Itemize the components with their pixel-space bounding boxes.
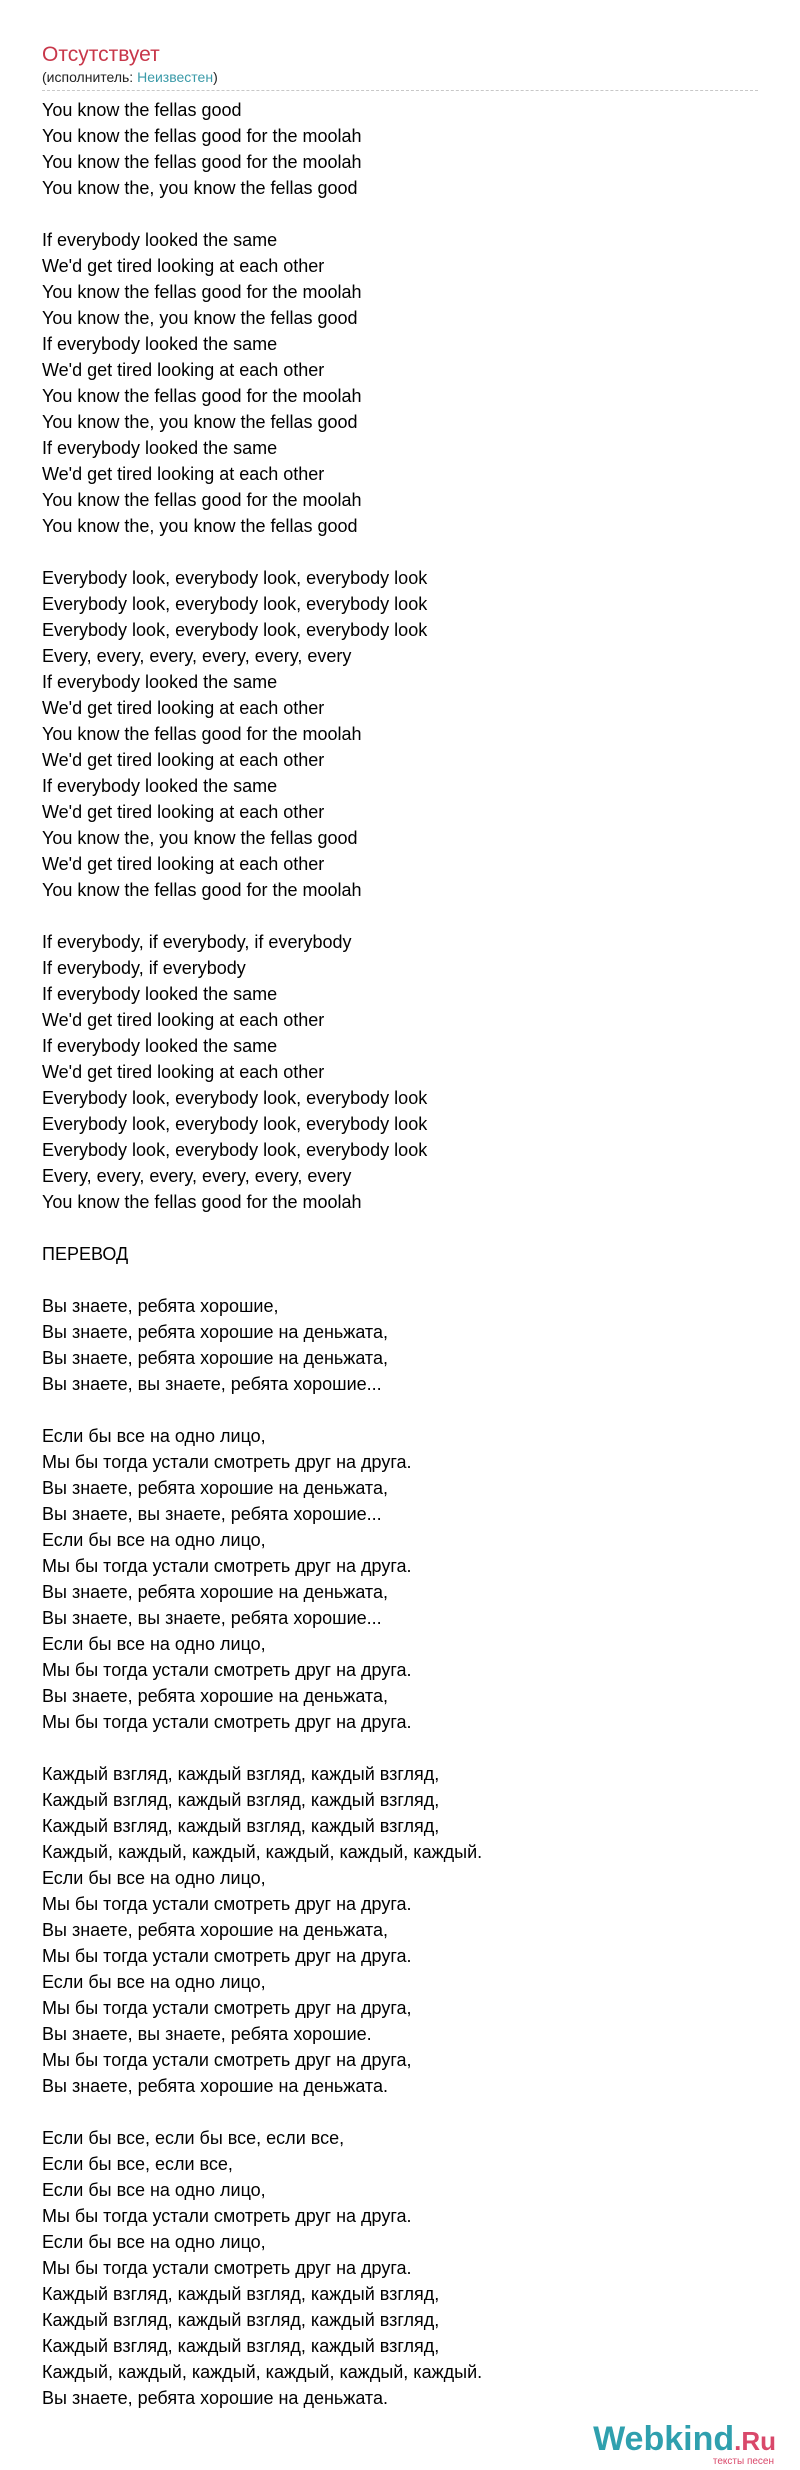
song-title: Отсутствует: [42, 43, 160, 66]
lyric-line: Everybody look, everybody look, everybody look: [42, 594, 428, 614]
lyric-line: You know the fellas good for the moolah: [42, 1192, 362, 1212]
lyric-line: Мы бы тогда устали смотреть друг на друга.: [42, 1894, 412, 1914]
artist-line: [42, 68, 758, 86]
lyric-line: Мы бы тогда устали смотреть друг на друга.: [42, 1946, 412, 1966]
site-logo[interactable]: [593, 2422, 776, 2468]
artist-prefix: (исполнитель:: [42, 69, 138, 85]
stanza-gap: [42, 201, 758, 227]
lyric-line: Если бы все на одно лицо,: [42, 2232, 266, 2252]
lyric-line: If everybody, if everybody, if everybody: [42, 932, 352, 952]
lyric-line: Every, every, every, every, every, every: [42, 1166, 352, 1186]
lyric-line: Каждый взгляд, каждый взгляд, каждый взгляд,: [42, 2336, 440, 2356]
lyric-line: You know the fellas good for the moolah: [42, 282, 362, 302]
lyric-line: If everybody looked the same: [42, 1036, 278, 1056]
lyric-line: Если бы все на одно лицо,: [42, 1868, 266, 1888]
logo-wordmark: [593, 2422, 776, 2458]
lyric-line: Мы бы тогда устали смотреть друг на друга.: [42, 2258, 412, 2278]
lyric-line: Каждый, каждый, каждый, каждый, каждый, каждый.: [42, 1842, 483, 1862]
lyric-line: Каждый взгляд, каждый взгляд, каждый взгляд,: [42, 2284, 440, 2304]
lyric-line: You know the, you know the fellas good: [42, 412, 358, 432]
lyric-line: Вы знаете, ребята хорошие на деньжата,: [42, 1478, 388, 1498]
lyric-line: Мы бы тогда устали смотреть друг на друга,: [42, 1998, 412, 2018]
lyric-line: Каждый взгляд, каждый взгляд, каждый взгляд,: [42, 1816, 440, 1836]
lyric-line: Если бы все, если бы все, если все,: [42, 2128, 345, 2148]
lyric-line: Мы бы тогда устали смотреть друг на друга,: [42, 2050, 412, 2070]
stanza-gap: [42, 2099, 758, 2125]
lyric-line: You know the fellas good for the moolah: [42, 386, 362, 406]
lyric-line: Everybody look, everybody look, everybody look: [42, 1114, 428, 1134]
lyric-line: Мы бы тогда устали смотреть друг на друга.: [42, 1556, 412, 1576]
logo-tagline: тексты песен: [712, 2456, 774, 2467]
lyric-line: Если бы все, если все,: [42, 2154, 233, 2174]
lyrics-text: [42, 97, 758, 2411]
lyric-line: We'd get tired looking at each other: [42, 802, 325, 822]
lyric-line: Каждый взгляд, каждый взгляд, каждый взгляд,: [42, 1790, 440, 1810]
lyric-line: Мы бы тогда устали смотреть друг на друга.: [42, 1660, 412, 1680]
lyric-line: Вы знаете, вы знаете, ребята хорошие...: [42, 1374, 382, 1394]
lyric-line: Если бы все на одно лицо,: [42, 1972, 266, 1992]
lyric-line: Вы знаете, вы знаете, ребята хорошие...: [42, 1608, 382, 1628]
lyric-line: If everybody looked the same: [42, 334, 278, 354]
lyric-line: Everybody look, everybody look, everybody look: [42, 568, 428, 588]
lyric-line: If everybody looked the same: [42, 984, 278, 1004]
lyric-line: Вы знаете, вы знаете, ребята хорошие...: [42, 1504, 382, 1524]
lyric-line: Вы знаете, ребята хорошие на деньжата,: [42, 1582, 388, 1602]
lyric-line: You know the fellas good for the moolah: [42, 152, 362, 172]
lyric-line: Если бы все на одно лицо,: [42, 1634, 266, 1654]
lyric-line: You know the, you know the fellas good: [42, 308, 358, 328]
lyric-line: You know the fellas good for the moolah: [42, 126, 362, 146]
lyric-line: If everybody, if everybody: [42, 958, 246, 978]
lyric-line: Если бы все на одно лицо,: [42, 1530, 266, 1550]
lyric-line: If everybody looked the same: [42, 230, 278, 250]
logo-main-text: Webkind: [593, 2420, 735, 2458]
lyric-line: Вы знаете, ребята хорошие на деньжата,: [42, 1348, 388, 1368]
stanza-gap: [42, 1215, 758, 1241]
lyric-line: Каждый взгляд, каждый взгляд, каждый взгляд,: [42, 1764, 440, 1784]
lyric-line: We'd get tired looking at each other: [42, 1010, 325, 1030]
lyric-line: Вы знаете, ребята хорошие на деньжата.: [42, 2388, 388, 2408]
lyric-line: You know the, you know the fellas good: [42, 828, 358, 848]
lyric-line: We'd get tired looking at each other: [42, 360, 325, 380]
lyric-line: You know the fellas good for the moolah: [42, 490, 362, 510]
lyric-line: Everybody look, everybody look, everybody look: [42, 620, 428, 640]
lyric-line: We'd get tired looking at each other: [42, 256, 325, 276]
lyric-line: You know the, you know the fellas good: [42, 516, 358, 536]
lyric-line: You know the fellas good for the moolah: [42, 880, 362, 900]
lyric-line: Мы бы тогда устали смотреть друг на друга.: [42, 1452, 412, 1472]
lyric-line: You know the fellas good for the moolah: [42, 724, 362, 744]
lyric-line: Каждый, каждый, каждый, каждый, каждый, каждый.: [42, 2362, 483, 2382]
stanza-gap: [42, 539, 758, 565]
lyric-line: If everybody looked the same: [42, 672, 278, 692]
lyric-line: Вы знаете, ребята хорошие на деньжата,: [42, 1920, 388, 1940]
stanza-gap: [42, 1397, 758, 1423]
lyric-line: ПЕРЕВОД: [42, 1244, 129, 1264]
stanza-gap: [42, 903, 758, 929]
lyric-line: We'd get tired looking at each other: [42, 1062, 325, 1082]
lyric-line: Мы бы тогда устали смотреть друг на друга.: [42, 2206, 412, 2226]
lyric-line: Everybody look, everybody look, everybody look: [42, 1140, 428, 1160]
artist-suffix: ): [213, 69, 218, 85]
stanza-gap: [42, 1735, 758, 1761]
header-divider: [42, 90, 758, 91]
lyric-line: You know the, you know the fellas good: [42, 178, 358, 198]
lyric-line: We'd get tired looking at each other: [42, 750, 325, 770]
lyric-line: Если бы все на одно лицо,: [42, 2180, 266, 2200]
lyric-line: We'd get tired looking at each other: [42, 698, 325, 718]
lyric-line: If everybody looked the same: [42, 776, 278, 796]
lyric-line: We'd get tired looking at each other: [42, 464, 325, 484]
stanza-gap: [42, 1267, 758, 1293]
artist-link[interactable]: Неизвестен: [137, 69, 214, 85]
lyric-line: Каждый взгляд, каждый взгляд, каждый взгляд,: [42, 2310, 440, 2330]
lyric-line: Вы знаете, ребята хорошие,: [42, 1296, 279, 1316]
lyric-line: Вы знаете, ребята хорошие на деньжата,: [42, 1686, 388, 1706]
logo-suffix: .Ru: [734, 2426, 776, 2456]
lyric-line: Если бы все на одно лицо,: [42, 1426, 266, 1446]
lyric-line: If everybody looked the same: [42, 438, 278, 458]
lyric-line: Every, every, every, every, every, every: [42, 646, 352, 666]
lyric-line: We'd get tired looking at each other: [42, 854, 325, 874]
lyric-line: Вы знаете, вы знаете, ребята хорошие.: [42, 2024, 372, 2044]
lyric-line: Вы знаете, ребята хорошие на деньжата.: [42, 2076, 388, 2096]
lyric-line: Вы знаете, ребята хорошие на деньжата,: [42, 1322, 388, 1342]
lyric-line: Мы бы тогда устали смотреть друг на друга.: [42, 1712, 412, 1732]
lyric-line: You know the fellas good: [42, 100, 242, 120]
lyric-line: Everybody look, everybody look, everybody look: [42, 1088, 428, 1108]
